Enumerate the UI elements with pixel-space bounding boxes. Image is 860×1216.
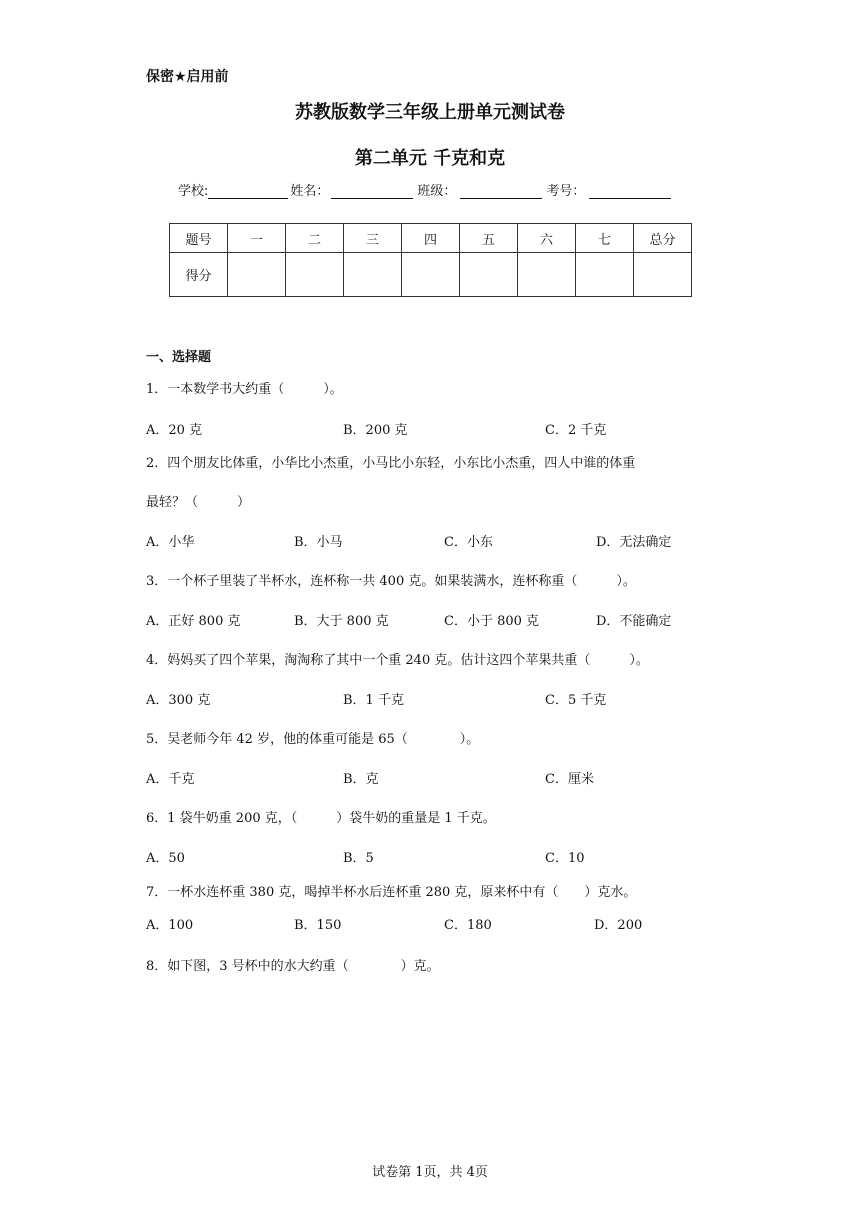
question-2: 2．四个朋友比体重，小华比小杰重，小马比小东轻，小东比小杰重，四人中谁的体重 (146, 456, 636, 471)
question-1: 1．一本数学书大约重（ ）。 (146, 382, 343, 397)
header-cell: 六 (518, 224, 576, 253)
q6-option-c[interactable]: C．10 (545, 851, 585, 866)
q7-option-c[interactable]: C．180 (444, 918, 492, 933)
q2-option-d[interactable]: D．无法确定 (596, 535, 672, 550)
page-title: 苏教版数学三年级上册单元测试卷 (295, 102, 565, 123)
q7-option-b[interactable]: B．150 (294, 918, 342, 933)
header-cell: 五 (460, 224, 518, 253)
header-cell: 一 (228, 224, 286, 253)
question-8: 8．如下图，3 号杯中的水大约重（ ）克。 (146, 959, 440, 974)
q2-option-c[interactable]: C．小东 (444, 535, 493, 550)
score-row-label: 得分 (170, 253, 228, 297)
q3-option-d[interactable]: D．不能确定 (596, 614, 672, 629)
class-label: 班级： (417, 184, 457, 199)
score-table-score-row (170, 253, 692, 297)
question-2-continued: 最轻？（ ） (146, 495, 251, 510)
q6-option-a[interactable]: A．50 (146, 851, 185, 866)
school-field[interactable] (208, 184, 288, 199)
class-field[interactable] (460, 184, 542, 199)
q4-option-a[interactable]: A．300 克 (146, 693, 211, 708)
q4-option-b[interactable]: B．1 千克 (343, 693, 404, 708)
page-subtitle: 第二单元 千克和克 (354, 148, 506, 169)
score-cell[interactable] (402, 253, 460, 297)
question-7: 7．一杯水连杯重 380 克，喝掉半杯水后连杯重 280 克，原来杯中有（ ）克水。 (146, 885, 637, 900)
section-title: 一、选择题 (146, 350, 212, 365)
score-table-header-row (170, 224, 692, 253)
q1-option-a[interactable]: A．20 克 (146, 423, 203, 438)
header-cell: 总分 (634, 224, 692, 253)
exam-number-label: 考号： (546, 184, 586, 199)
header-cell: 七 (576, 224, 634, 253)
q4-option-c[interactable]: C．5 千克 (545, 693, 607, 708)
student-info-line (178, 180, 673, 199)
school-label: 学校: (178, 184, 209, 199)
score-cell[interactable] (286, 253, 344, 297)
score-cell[interactable] (344, 253, 402, 297)
name-label: 姓名： (290, 184, 330, 199)
score-cell[interactable] (634, 253, 692, 297)
header-cell: 三 (344, 224, 402, 253)
question-4: 4．妈妈买了四个苹果，淘淘称了其中一个重 240 克。估计这四个苹果共重（ ）。 (146, 653, 649, 668)
q3-option-b[interactable]: B．大于 800 克 (294, 614, 389, 629)
q3-option-c[interactable]: C．小于 800 克 (444, 614, 540, 629)
q1-option-c[interactable]: C．2 千克 (545, 423, 607, 438)
q7-option-a[interactable]: A．100 (146, 918, 194, 933)
q3-option-a[interactable]: A．正好 800 克 (146, 614, 241, 629)
score-cell[interactable] (518, 253, 576, 297)
question-3: 3．一个杯子里装了半杯水，连杯称一共 400 克。如果装满水，连杯称重（ ）。 (146, 574, 636, 589)
score-table (169, 223, 692, 297)
page-footer: 试卷第 1页，共 4页 (372, 1165, 488, 1180)
header-cell: 二 (286, 224, 344, 253)
q6-option-b[interactable]: B．5 (343, 851, 374, 866)
q7-option-d[interactable]: D．200 (594, 918, 643, 933)
q2-option-b[interactable]: B．小马 (294, 535, 343, 550)
q5-option-a[interactable]: A．千克 (146, 772, 195, 787)
header-cell: 题号 (170, 224, 228, 253)
score-cell[interactable] (576, 253, 634, 297)
question-5: 5．吴老师今年 42 岁，他的体重可能是 65（ ）。 (146, 732, 480, 747)
confidential-label: 保密★启用前 (146, 69, 229, 85)
score-cell[interactable] (460, 253, 518, 297)
q5-option-c[interactable]: C．厘米 (545, 772, 594, 787)
exam-number-field[interactable] (589, 184, 671, 199)
q1-option-b[interactable]: B．200 克 (343, 423, 408, 438)
question-6: 6．1 袋牛奶重 200 克，（ ）袋牛奶的重量是 1 千克。 (146, 811, 496, 826)
header-cell: 四 (402, 224, 460, 253)
name-field[interactable] (331, 184, 413, 199)
q5-option-b[interactable]: B．克 (343, 772, 379, 787)
q2-option-a[interactable]: A．小华 (146, 535, 195, 550)
score-cell[interactable] (228, 253, 286, 297)
